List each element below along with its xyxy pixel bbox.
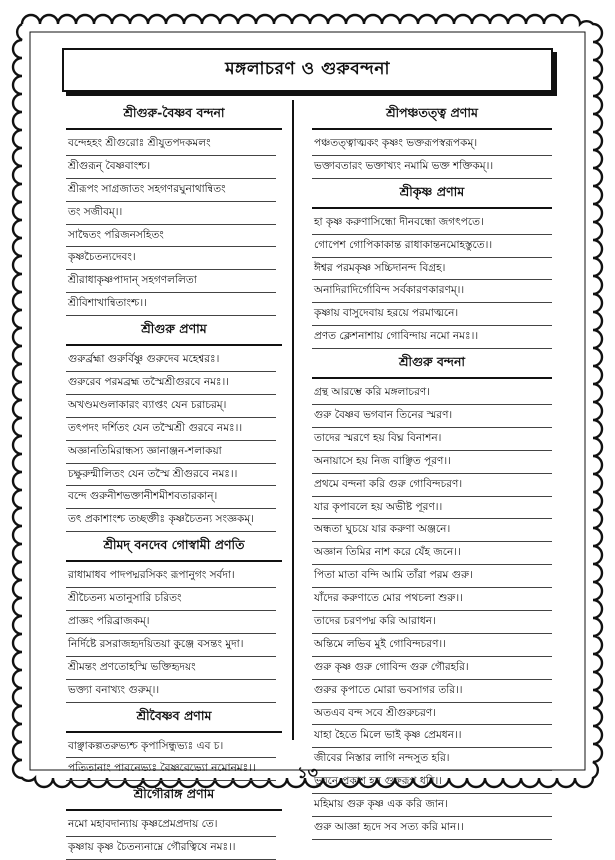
verse-line: অন্তিমে লভিব মুই গোবিন্দচরণ।।	[312, 634, 552, 657]
verse-line: শ্রীমন্তং প্রণতোহস্মি ভক্তিহৃদয়ং	[66, 657, 276, 680]
verse-line: পিতা মাতা বন্দি আমি তাঁরা পরম গুরু।	[312, 565, 552, 588]
verse-line: হা কৃষ্ণ করুণাসিন্ধো দীনবন্ধো জগৎপতে।	[312, 212, 552, 235]
verse-line: ঈশ্বর পরমকৃষ্ণ সচ্চিদানন্দ বিগ্রহ।	[312, 258, 552, 281]
verse-line: তৎপদং দর্শিতং যেন তস্মৈশ্রী গুরবে নমঃ।।	[66, 418, 276, 441]
verse-line: ভুবনে প্রকাশ হন গুরুরূপ ধরি।।	[312, 771, 552, 794]
verse-line: কৃষ্ণচৈতন্যদেবং।	[66, 247, 276, 270]
verse-line: কৃষ্ণায় বাসুদেবায় হরয়ে পরমাত্মনে।	[312, 303, 552, 326]
right-column	[312, 100, 552, 840]
verse-line: গুরু বৈষ্ণব ভগবান তিনের স্মরণ।	[312, 405, 552, 428]
verse-line: মহিমায় গুরু কৃষ্ণ এক করি জান।	[312, 794, 552, 817]
verse-line: গুরুর কৃপাতে মোরা ভবসাগর তরি।।	[312, 680, 552, 703]
verse-line: নমো মহাবদান্যায় কৃষ্ণপ্রেমপ্রদায় তে।	[66, 814, 276, 837]
verse-line: যাঁদের করুণাতে মোর পথচলা শুরু।।	[312, 588, 552, 611]
verse-line: শ্রীগুরূন্ বৈষ্ণবাংশ্চ।	[66, 156, 276, 179]
verse-line: তাদের স্মরণে হয় বিঘ্ন বিনাশন।	[312, 428, 552, 451]
verse-line: অখণ্ডমণ্ডলাকারং ব্যাপ্তং যেন চরাচরম্।	[66, 395, 276, 418]
verse-line: অতএব বন্দ সবে শ্রীগুরুচরণ।	[312, 703, 552, 726]
verse-line: বন্দেহহং শ্রীগুরোঃ শ্রীযুতপদকমলং	[66, 133, 276, 156]
verse-line: ভক্ত্যা বনাখ্যং গুরুম্।।	[66, 680, 276, 703]
section-heading: শ্রীকৃষ্ণ প্রণাম	[312, 181, 552, 209]
verse-line: অনায়াসে হয় নিজ বাঞ্ছিত পূরণ।।	[312, 451, 552, 474]
verse-line: জীবের নিস্তার লাগি নন্দসুত হরি।	[312, 748, 552, 771]
left-column	[66, 100, 276, 860]
verse-line: অজ্ঞানতিমিরান্ধস্য জ্ঞানাঞ্জন-শলাকয়া	[66, 441, 276, 464]
section-heading: শ্রীবৈষ্ণব প্রণাম	[66, 705, 282, 733]
verse-line: গ্রন্থ আরম্ভে করি মঙ্গলাচরণ।	[312, 382, 552, 405]
page-number: ১৩	[297, 763, 318, 782]
verse-line: বাঞ্ছাকল্পতরুভ্যশ্চ কৃপাসিন্ধুভ্যঃ এব চ।	[66, 736, 276, 759]
verse-line: তাদের চরণপদ্ম করি আরাধন।	[312, 611, 552, 634]
verse-line: গুরু কৃষ্ণ গুরু গোবিন্দ গুরু গৌরহরি।	[312, 657, 552, 680]
verse-line: গুরু আজ্ঞা হৃদে সব সত্য করি মান।।	[312, 817, 552, 840]
verse-line: সাদ্বৈতং পরিজনসহিতং	[66, 225, 276, 248]
section-heading: শ্রীগুরু প্রণাম	[66, 318, 282, 346]
section-heading: শ্রীমদ্ বনদেব গোস্বামী প্রণতি	[66, 534, 282, 562]
section-heading: শ্রীগৌরাঙ্গ প্রণাম	[66, 783, 282, 811]
verse-line: পঞ্চতত্ত্বাত্মকং কৃষ্ণং ভক্তরূপস্বরূপকম্।	[312, 133, 552, 156]
section-heading: শ্রীপঞ্চতত্ত্ব প্রণাম	[312, 102, 552, 130]
verse-line: অজ্ঞান তিমির নাশ করে যেঁহ জনে।।	[312, 542, 552, 565]
verse-line: প্রণত ক্লেশনাশায় গোবিন্দায় নমো নমঃ।।	[312, 326, 552, 349]
title-box	[62, 48, 553, 92]
verse-line: কৃষ্ণায় কৃষ্ণ চৈতন্যনাম্নে গৌরত্বিষে নমঃ।।	[66, 837, 276, 860]
verse-line: পতিতানাং পাবনেভ্যঃ বৈষ্ণবেভ্যো নমোনমঃ।।	[66, 758, 276, 781]
verse-line: নির্দিষ্টে রসরাজহৃদয়িতয়া কুঞ্জে বসন্তং মুদা।	[66, 634, 276, 657]
section-heading: শ্রীগুরু বন্দনা	[312, 351, 552, 379]
verse-line: শ্রীরূপং সাগ্রজাতং সহগণরঘুনাথান্বিতং	[66, 179, 276, 202]
verse-line: গুরুরেব পরমব্রহ্ম তস্মৈশ্রীগুরবে নমঃ।।	[66, 372, 276, 395]
verse-line: রাধামাধব পাদপদ্মরসিকং রূপানুগং সর্বদা।	[66, 565, 276, 588]
section-heading: শ্রীগুরু-বৈষ্ণব বন্দনা	[66, 102, 282, 130]
verse-line: শ্রীচৈতন্য মতানুসারি চরিতং	[66, 588, 276, 611]
verse-line: প্রথমে বন্দনা করি গুরু গোবিন্দচরণ।	[312, 474, 552, 497]
verse-line: যার কৃপাবলে হয় অভীষ্ট পূরণ।।	[312, 497, 552, 520]
verse-line: গোপেশ গোপিকাকান্ত রাধাকান্তনমোহস্তুতে।।	[312, 235, 552, 258]
verse-line: শ্রীবিশাখান্বিতাংশ্চ।।	[66, 293, 276, 316]
column-divider	[292, 100, 294, 740]
verse-line: গুরুর্ব্রহ্মা গুরুর্বিষ্ণু গুরুদেব মহেশ্বরঃ।	[66, 349, 276, 372]
verse-line: ভক্তাবতারং ভক্তাখ্যং নমামি ভক্ত শক্তিকম্।।	[312, 156, 552, 179]
verse-line: তৎ প্রকাশাংশ্চ তচ্ছক্তীঃ কৃষ্ণচৈতন্য সংজ্ঞকম্।	[66, 509, 276, 532]
verse-line: বন্দে গুরুনীশভক্তানীশমীশবতারকান্।	[66, 486, 276, 509]
verse-line: অনাদিরাদির্গোবিন্দ সর্বকারণকারণম্।।	[312, 280, 552, 303]
verse-line: প্রাজ্ঞং পরিব্রাজকম্।	[66, 611, 276, 634]
page-title: মঙ্গলাচরণ ও গুরুবন্দনা	[225, 59, 390, 79]
verse-line: চক্ষুরুন্মীলিতং যেন তস্মৈ শ্রীগুরবে নমঃ।।	[66, 464, 276, 487]
verse-line: যাহা হৈতে মিলে ভাই কৃষ্ণ প্রেমধন।।	[312, 725, 552, 748]
verse-line: শ্রীরাধাকৃষ্ণপাদান্ সহগণললিতা	[66, 270, 276, 293]
verse-line: তং সজীবম্।।	[66, 202, 276, 225]
verse-line: অন্ধতা ঘুচয়ে যার করুণা অঞ্জনে।	[312, 519, 552, 542]
